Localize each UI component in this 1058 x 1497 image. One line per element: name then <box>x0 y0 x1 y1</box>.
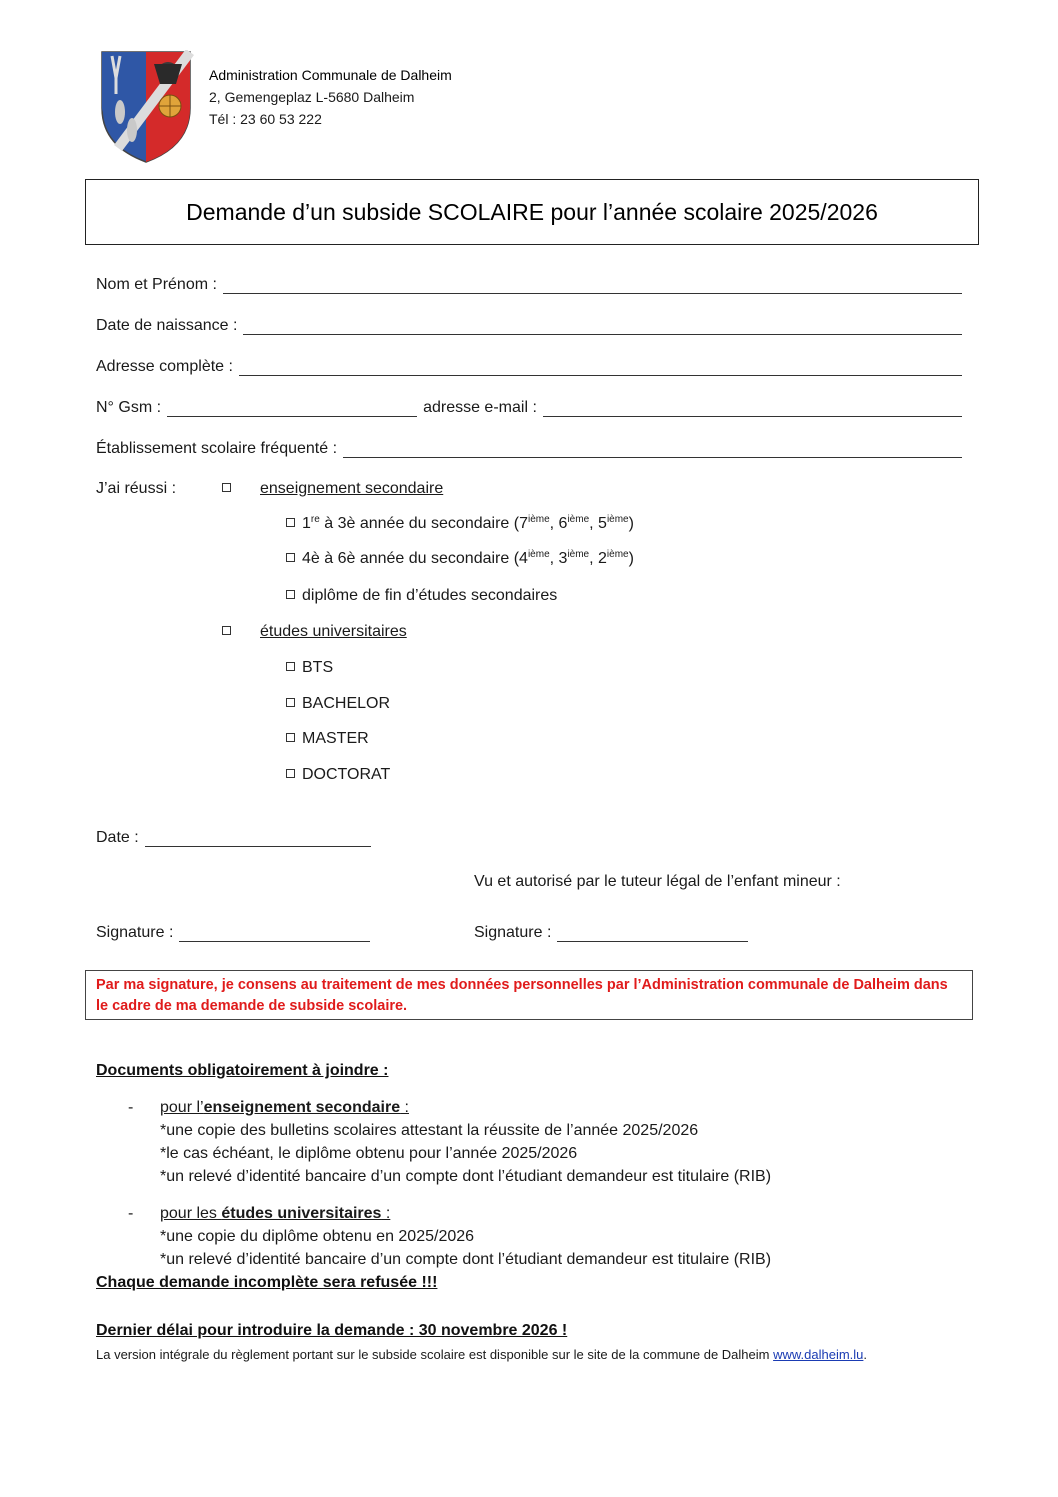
sec-option-1-checkbox[interactable] <box>286 518 295 527</box>
sec-option-2-sup2: ième <box>567 549 590 560</box>
docs-secondary-bold: enseignement secondaire <box>203 1099 401 1116</box>
footer-note <box>96 1347 867 1362</box>
gsm-input-line[interactable] <box>167 400 417 417</box>
secondary-option[interactable] <box>222 480 443 498</box>
date-input-line[interactable] <box>145 830 371 847</box>
uni-option-doctorat[interactable] <box>286 766 390 784</box>
docs-secondary-prefix: pour l’ <box>160 1099 204 1116</box>
success-label: J’ai réussi : <box>96 480 177 497</box>
uni-option-bts-label: BTS <box>302 659 334 676</box>
sec-option-1-c1: , 6 <box>549 515 568 532</box>
secondary-label: enseignement secondaire <box>260 480 444 497</box>
list-item: *un relevé d’identité bancaire d’un compte dont l’étudiant demandeur est titulaire (RIB) <box>160 1251 772 1268</box>
docs-university-bold: études universitaires <box>221 1205 382 1222</box>
list-item: *une copie du diplôme obtenu en 2025/2026 <box>160 1228 475 1245</box>
docs-secondary-title <box>160 1096 771 1119</box>
sec-option-2-end: ) <box>628 550 634 567</box>
sec-option-1-c2: , 5 <box>589 515 607 532</box>
date-row <box>96 825 371 847</box>
incomplete-warning: Chaque demande incomplète sera refusée !!! <box>96 1274 438 1291</box>
header-block <box>209 64 452 130</box>
consent-notice <box>85 970 973 1020</box>
deadline-notice: Dernier délai pour introduire la demande : 30 novembre 2026 ! <box>96 1322 568 1339</box>
docs-university-title <box>160 1202 771 1225</box>
university-option[interactable] <box>222 623 407 641</box>
sec-option-2-text: 4è à 6è année du secondaire (4 <box>302 550 528 567</box>
university-checkbox[interactable] <box>222 626 231 635</box>
dash-university: - <box>128 1205 134 1222</box>
signature-label: Signature : <box>96 924 174 941</box>
secondary-checkbox[interactable] <box>222 483 231 492</box>
address-label: Adresse complète : <box>96 358 233 375</box>
sec-option-2[interactable] <box>286 550 634 568</box>
sec-option-1-sup3: ième <box>606 514 629 525</box>
name-field-row <box>96 272 962 294</box>
org-name: Administration Communale de Dalheim <box>209 67 452 83</box>
uni-option-bachelor-checkbox[interactable] <box>286 698 295 707</box>
contact-field-row <box>96 395 962 417</box>
sec-option-1-sup1: ième <box>527 514 550 525</box>
uni-option-master-label: MASTER <box>302 730 369 747</box>
org-phone: Tél : 23 60 53 222 <box>209 111 322 127</box>
list-item: *le cas échéant, le diplôme obtenu pour l’année 2025/2026 <box>160 1145 578 1162</box>
gsm-label: N° Gsm : <box>96 399 162 416</box>
form-title-text: Demande d’un subside SCOLAIRE pour l’année scolaire 2025/2026 <box>186 198 878 225</box>
guardian-signature-label: Signature : <box>474 924 552 941</box>
guardian-signature-input-line[interactable] <box>557 925 748 942</box>
address-input-line[interactable] <box>239 359 962 376</box>
email-label: adresse e-mail : <box>423 399 537 416</box>
docs-university-prefix: pour les <box>160 1205 222 1222</box>
list-item: *une copie des bulletins scolaires attestant la réussite de l’année 2025/2026 <box>160 1122 699 1139</box>
docs-university-suffix: : <box>381 1205 391 1222</box>
sec-option-3-label: diplôme de fin d’études secondaires <box>302 587 558 604</box>
name-input-line[interactable] <box>223 277 962 294</box>
coat-of-arms-logo <box>98 50 194 164</box>
date-label: Date : <box>96 829 139 846</box>
guardian-signature-row <box>474 920 748 942</box>
sec-option-2-sup3: ième <box>606 549 629 560</box>
uni-option-doctorat-label: DOCTORAT <box>302 766 391 783</box>
sec-option-3-checkbox[interactable] <box>286 590 295 599</box>
name-label: Nom et Prénom : <box>96 276 217 293</box>
sec-option-1-sup2: ième <box>567 514 590 525</box>
sec-option-1-text: 1 <box>302 515 311 532</box>
dash-secondary: - <box>128 1099 134 1116</box>
address-field-row <box>96 354 962 376</box>
docs-university-block <box>160 1202 771 1271</box>
org-address: 2, Gemengeplaz L-5680 Dalheim <box>209 89 415 105</box>
birth-field-row <box>96 313 962 335</box>
school-label: Établissement scolaire fréquenté : <box>96 440 338 457</box>
birth-label: Date de naissance : <box>96 317 238 334</box>
uni-option-master[interactable] <box>286 730 369 748</box>
docs-secondary-suffix: : <box>400 1099 409 1116</box>
signature-input-line[interactable] <box>179 925 370 942</box>
form-title <box>85 179 979 245</box>
uni-option-bts[interactable] <box>286 659 333 677</box>
website-link[interactable]: www.dalheim.lu <box>773 1347 864 1362</box>
email-input-line[interactable] <box>543 400 962 417</box>
sec-option-2-checkbox[interactable] <box>286 553 295 562</box>
sec-option-1-end: ) <box>628 515 634 532</box>
uni-option-bachelor[interactable] <box>286 695 390 713</box>
sec-option-2-c1: , 3 <box>549 550 568 567</box>
uni-option-bachelor-label: BACHELOR <box>302 695 391 712</box>
docs-secondary-block <box>160 1096 771 1188</box>
guardian-label: Vu et autorisé par le tuteur légal de l’enfant mineur : <box>474 873 841 890</box>
signature-row <box>96 920 370 942</box>
sec-option-1-sup: re <box>310 514 320 525</box>
consent-text: Par ma signature, je consens au traitement de mes données personnelles par l’Administration communale de Dalheim dans le cadre de ma demande de subside scolaire. <box>96 977 948 1014</box>
list-item: *un relevé d’identité bancaire d’un compte dont l’étudiant demandeur est titulaire (RIB) <box>160 1168 772 1185</box>
documents-heading: Documents obligatoirement à joindre : <box>96 1062 389 1079</box>
sec-option-1-mid: à 3è année du secondaire (7 <box>319 515 528 532</box>
school-field-row <box>96 436 962 458</box>
uni-option-doctorat-checkbox[interactable] <box>286 769 295 778</box>
footer-text: La version intégrale du règlement portant sur le subside scolaire est disponible sur le site de la commune de Dalheim <box>96 1347 774 1362</box>
sec-option-2-sup1: ième <box>527 549 550 560</box>
uni-option-bts-checkbox[interactable] <box>286 662 295 671</box>
school-input-line[interactable] <box>343 441 962 458</box>
birth-input-line[interactable] <box>243 318 962 335</box>
sec-option-3[interactable] <box>286 587 557 605</box>
sec-option-1[interactable] <box>286 515 634 533</box>
footer-end: . <box>863 1347 868 1362</box>
university-label: études universitaires <box>260 623 407 640</box>
uni-option-master-checkbox[interactable] <box>286 733 295 742</box>
sec-option-2-c2: , 2 <box>589 550 607 567</box>
